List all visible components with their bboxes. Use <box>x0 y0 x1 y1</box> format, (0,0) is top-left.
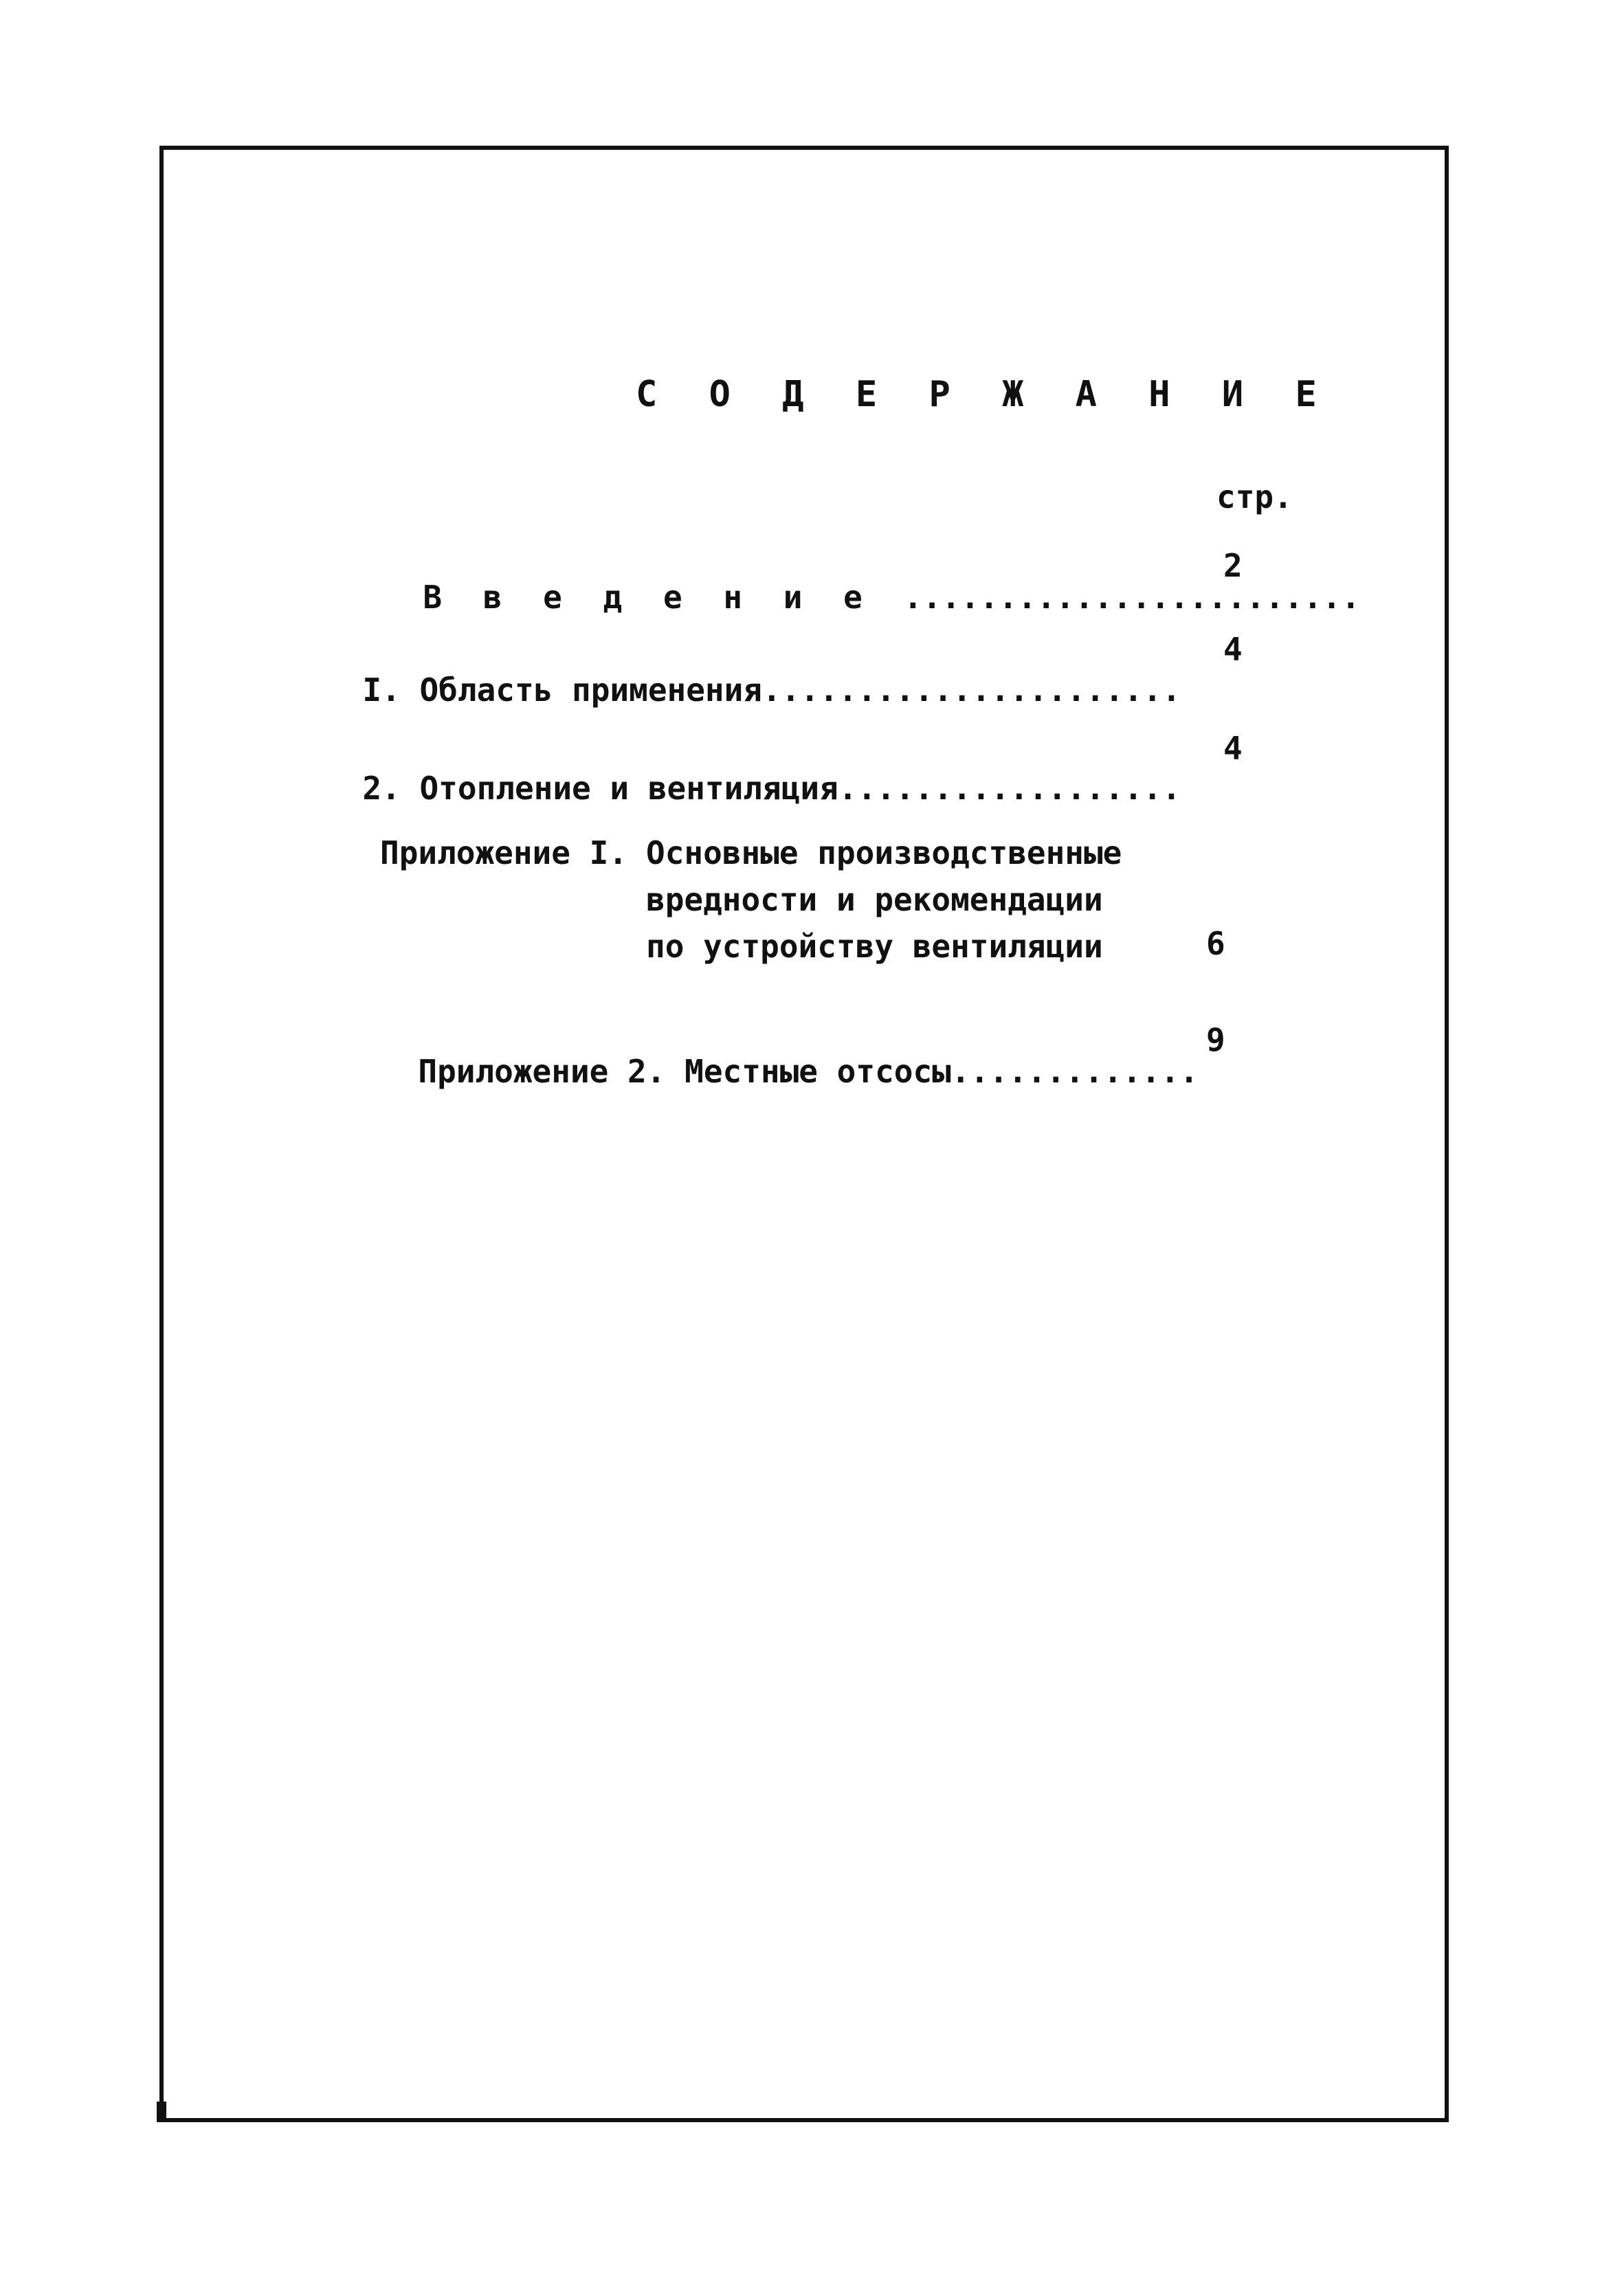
appendix-2-prefix: Приложение 2. <box>418 1053 666 1090</box>
toc-entry-scope[interactable] <box>324 643 1181 709</box>
toc-entry-leader: ...................... <box>761 671 1181 709</box>
toc-entry-heating-ventilation[interactable] <box>324 741 1181 807</box>
appendix-1-line-2: вредности и рекомендации <box>646 881 1103 918</box>
appendix-1-page: 6 <box>1206 925 1225 962</box>
toc-entry-page: 4 <box>1223 631 1243 668</box>
scan-mark <box>157 2102 166 2122</box>
toc-entry-label: В в е д е н и е <box>423 579 904 616</box>
toc-entry-number: I. <box>362 671 401 709</box>
page-column-label: стр. <box>1216 478 1293 515</box>
toc-entry-page: 4 <box>1223 730 1243 767</box>
appendix-1-line-3: по устройству вентиляции <box>646 928 1103 965</box>
toc-entry-page: 2 <box>1223 547 1243 584</box>
page-frame <box>159 146 1449 2122</box>
page-title: С О Д Е Р Ж А Н И Е <box>636 374 1332 415</box>
toc-entry-label: Область применения <box>419 671 762 709</box>
toc-entry-introduction[interactable] <box>385 547 1361 616</box>
appendix-2-entry[interactable] <box>380 1024 1199 1090</box>
appendix-1-prefix[interactable]: Приложение I. <box>380 834 628 871</box>
appendix-2-label: Местные отсосы <box>685 1053 951 1090</box>
appendix-1-line-1: Основные производственные <box>646 834 1122 871</box>
appendix-2-leader: ............. <box>950 1053 1199 1090</box>
toc-entry-number: 2. <box>362 770 401 807</box>
toc-entry-leader: ........................ <box>903 579 1361 616</box>
toc-entry-label: Отопление и вентиляция <box>419 770 838 807</box>
appendix-2-page: 9 <box>1206 1021 1225 1058</box>
toc-entry-leader: .................. <box>838 770 1181 807</box>
